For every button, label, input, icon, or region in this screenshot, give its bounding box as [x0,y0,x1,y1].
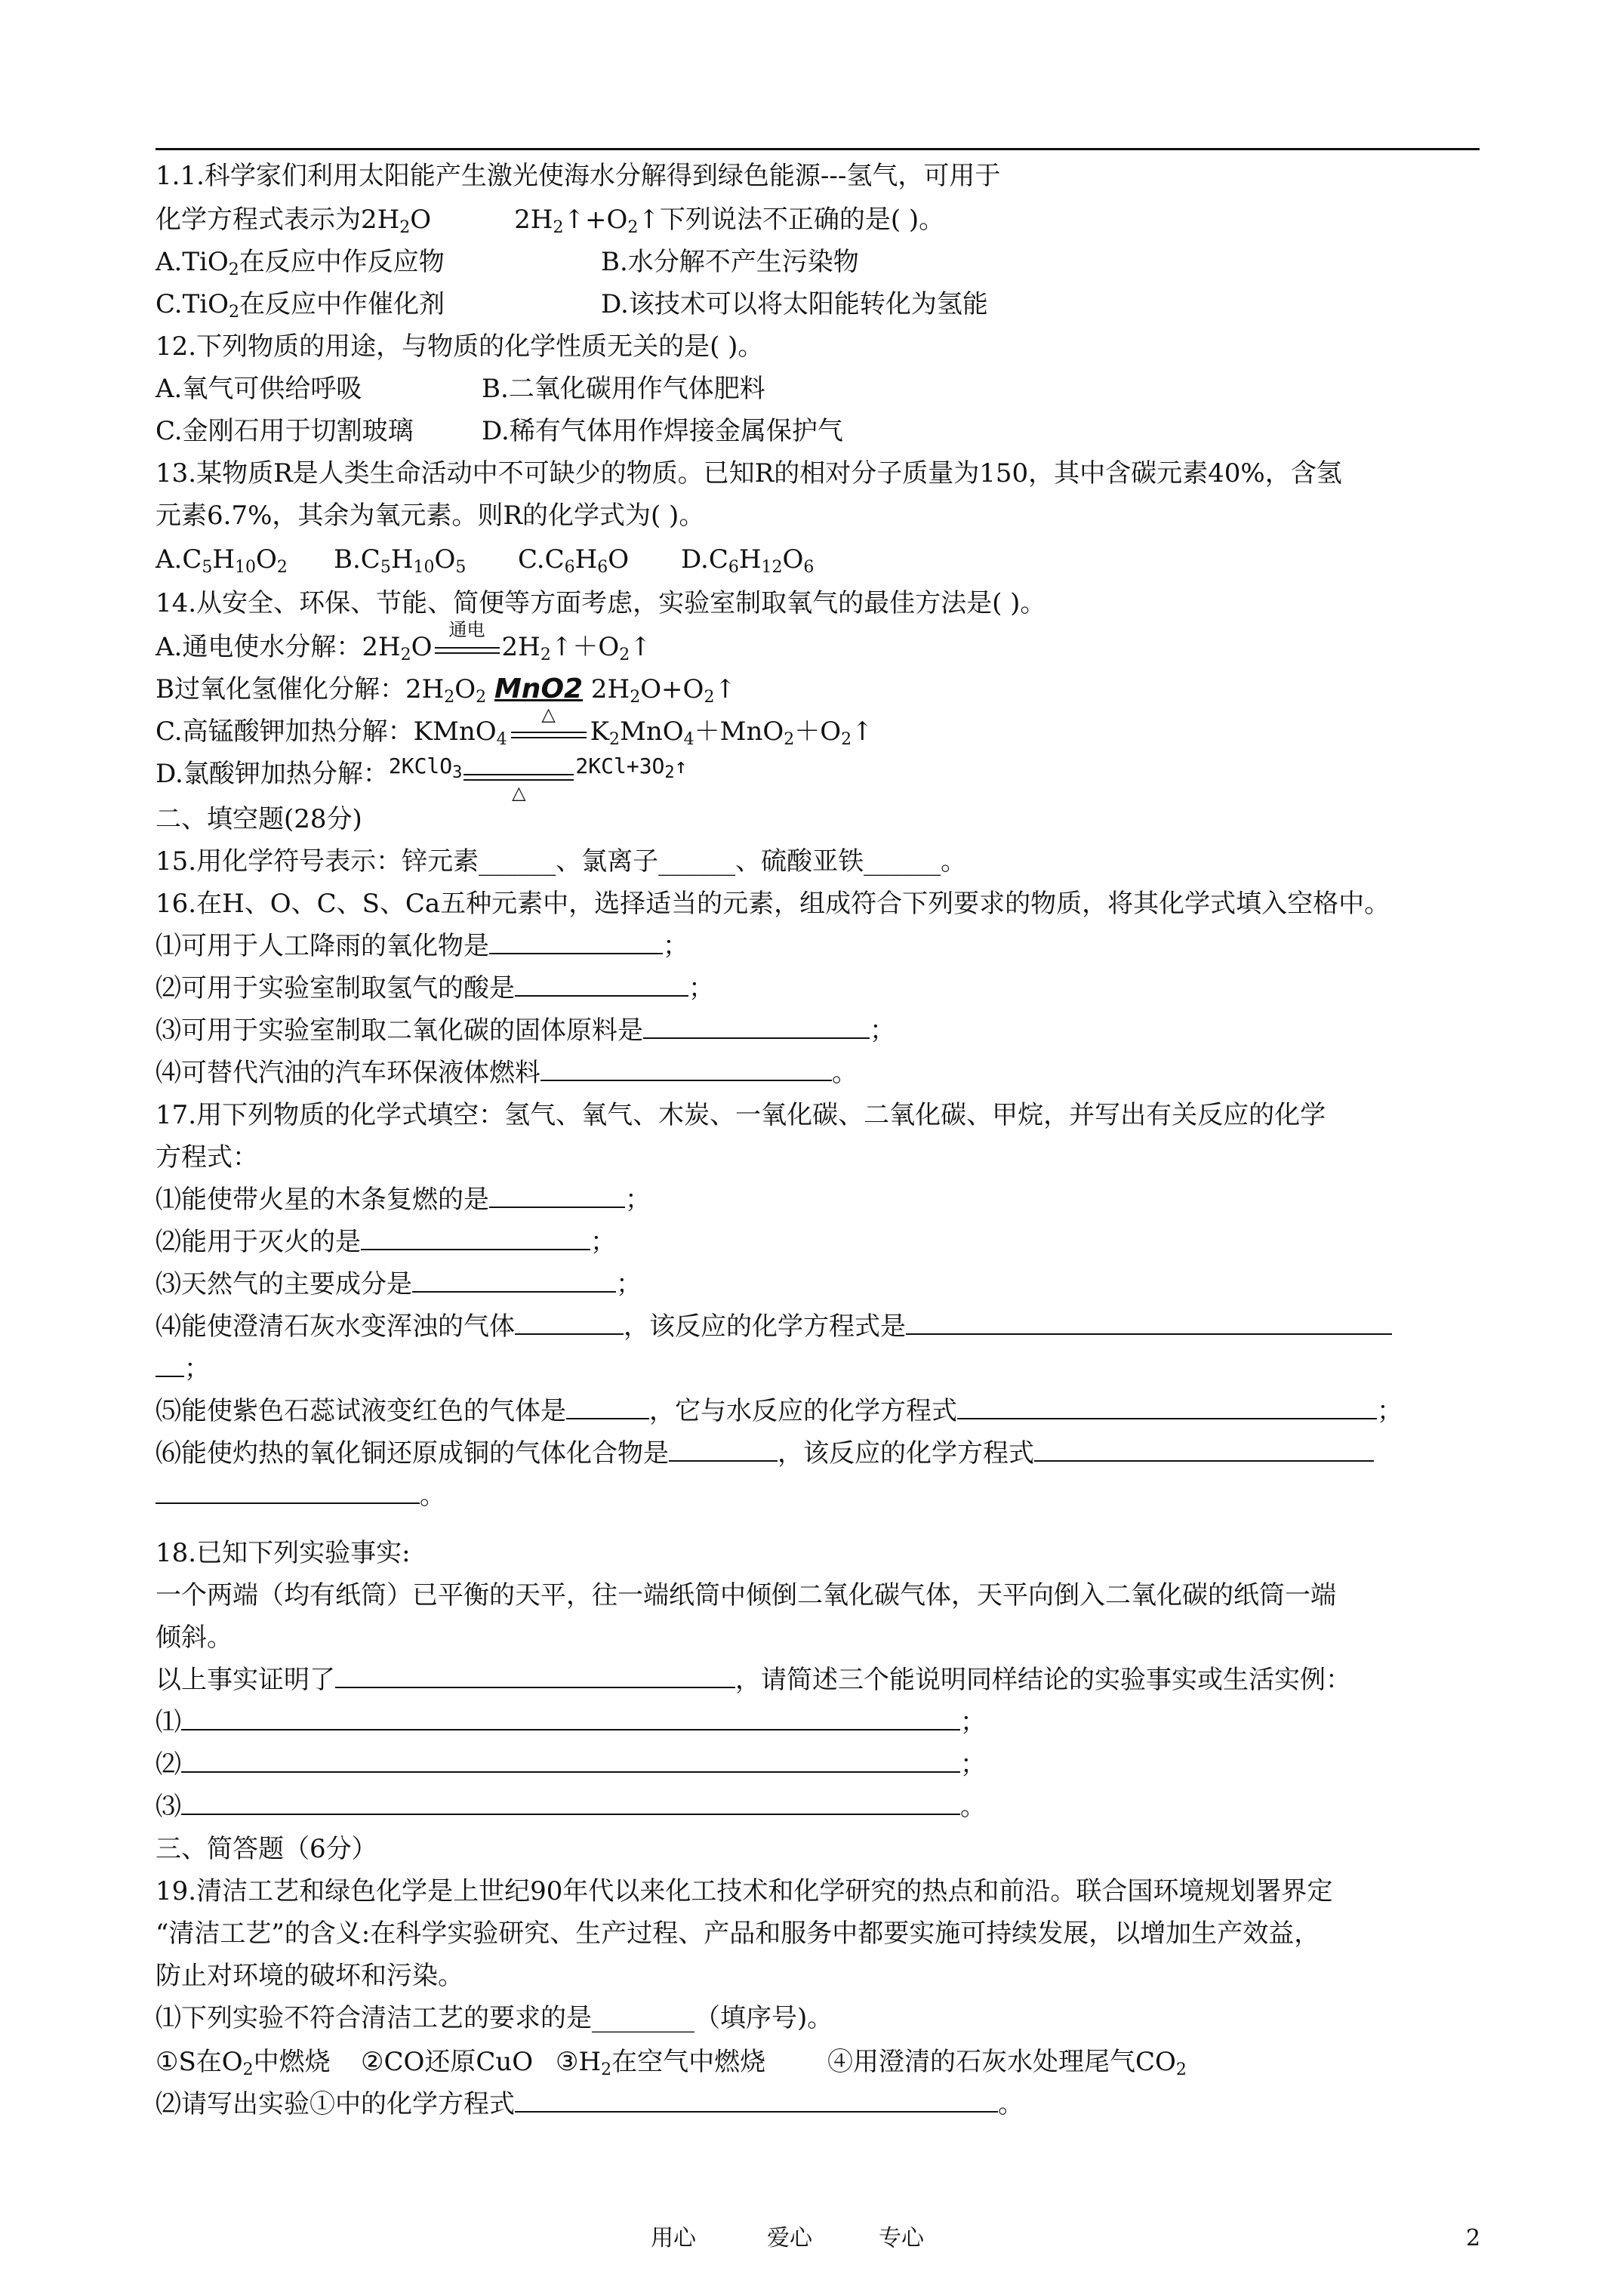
q17-item-6: ⑹能使灼热的氧化铜还原成铜的气体化合物是 ，该反应的化学方程式 [156,1435,1374,1472]
q17-item-5: ⑸能使紫色石蕊试液变红色的气体是 ，它与水反应的化学方程式 ； [156,1392,1403,1430]
q12-options-ab [156,370,765,408]
q11-option-c: C.TiO$_2$在反应中作催化剂 [156,289,445,322]
q17-item-6-cont: 。 [156,1477,445,1515]
q14-option-c-label: C.高锰酸钾加热分解： [156,717,414,747]
footer-text-3: 专心 [879,2225,924,2251]
q18-fact-2: 倾斜。 [156,1623,233,1653]
q19-item-1: ⑴下列实验不符合清洁工艺的要求的是________（填序号)。 [156,2003,833,2033]
q16-blank-2[interactable] [515,969,688,997]
q16-item-4: ⑷可替代汽油的汽车环保液体燃料 。 [156,1054,858,1092]
q11-option-a: A.TiO$_2$在反应中作反应物 [156,247,445,279]
q11-option-b: B.水分解不产生污染物 [601,247,859,277]
q17-item-1: ⑴能使带火星的木条复燃的是 ； [156,1181,651,1219]
q16-item-2: ⑵可用于实验室制取氢气的酸是 ； [156,969,714,1007]
q17-stem-1: 17.用下列物质的化学式填空：氢气、氧气、木炭、一氧化碳、二氧化碳、甲烷，并写出有关反应的化学 [156,1100,1326,1130]
q11-options-ab [156,243,859,281]
q12-option-a: A.氧气可供给呼吸 [156,374,362,404]
q14-option-d-condition: △ [462,757,575,795]
q17-item-3: ⑶天然气的主要成分是 ； [156,1265,642,1303]
q14-option-b-label: B过氧化氢催化分解： [156,674,405,704]
q14-option-b-catalyst: MnO2 [494,673,584,704]
page-number: 2 [1466,2225,1481,2251]
q16-item-1: ⑴可用于人工降雨的氧化物是 ； [156,927,688,965]
q14-option-b: B过氧化氢催化分解：$2H_2O_2$ MnO2 $2H_2O+O_2↑$ [156,673,736,707]
q19-blank-2[interactable] [515,2085,998,2113]
q17-stem-2: 方程式： [156,1142,258,1173]
q12-options-cd [156,412,843,450]
q16-blank-4[interactable] [540,1054,832,1081]
q17-blank-3[interactable] [412,1265,616,1293]
section-3-title: 三、简答题（6分） [156,1834,377,1864]
q11-options-cd [156,285,988,323]
q11-eq-prefix: 化学方程式表示为 [156,205,361,235]
q13-stem-1: 13.某物质R是人类生命活动中不可缺少的物质。已知R的相对分子质量为150，其中含碳元素40%，含氢 [156,458,1342,488]
q18-blank-1[interactable] [181,1703,960,1730]
q16-blank-3[interactable] [643,1012,870,1039]
q18-item-3: ⑶ 。 [156,1788,986,1826]
q13-option-b: $B.C_5H_{10}O_5$ [334,544,467,577]
q17-item-4-cont: ； [156,1350,210,1388]
q17-blank-6b[interactable] [1034,1435,1374,1462]
q14-option-c: C.高锰酸钾加热分解：KMnO$_4$ △ $K_2MnO_4+MnO_2+O_2↑$ [156,713,873,753]
q14-option-c-condition: △ [507,715,590,753]
q17-item-2: ⑵能用于灭火的是 ； [156,1223,616,1261]
q18-stem: 18.已知下列实验事实: [156,1538,411,1568]
q11-stem: 1.1.科学家们利用太阳能产生激光使海水分解得到绿色能源---氢气，可用于 [156,161,1001,191]
q18-item-1: ⑴ ； [156,1703,986,1741]
q19-item-2: ⑵请写出实验①中的化学方程式 。 [156,2085,1024,2123]
q17-blank-4b[interactable] [906,1308,1392,1335]
q17-blank-2[interactable] [361,1223,590,1250]
footer-text-2: 爱心 [767,2225,812,2251]
header-rule [156,148,1480,150]
q17-blank-1[interactable] [489,1181,625,1208]
q16-stem: 16.在H、O、C、S、Ca五种元素中，选择适当的元素，组成符合下列要求的物质，将其化学式填入空格中。 [156,889,1390,919]
q19-stem-3: 防止对环境的破坏和污染。 [156,1961,463,1991]
q14-option-a: A.通电使水分解：$2H_2O$ 通电 $2H_2↑+O_2↑$ [156,628,651,668]
q18-blank-conclusion[interactable] [335,1661,735,1688]
q13-option-d: $D.C_6H_{12}O_6$ [681,544,815,577]
q14-stem: 14.从安全、环保、节能、简便等方面考虑，实验室制取氧气的最佳方法是( )。 [156,588,1046,618]
q12-option-b: B.二氧化碳用作气体肥料 [482,374,765,404]
q12-stem: 12.下列物质的用途，与物质的化学性质无关的是( )。 [156,331,764,362]
footer-text-1: 用心 [651,2225,696,2251]
q19-experiments: ①S在$O_2$中燃烧 ②CO还原CuO $③H_2$在空气中燃烧 ④用澄清的石灰水处理尾气$CO_2$ [156,2047,1187,2079]
q17-item-4: ⑷能使澄清石灰水变浑浊的气体 ，该反应的化学方程式是 [156,1308,1392,1345]
q12-option-c: C.金刚石用于切割玻璃 [156,416,414,446]
q16-item-3: ⑶可用于实验室制取二氧化碳的固体原料是 ； [156,1012,895,1049]
q17-blank-6a[interactable] [669,1435,778,1462]
q17-blank-5b[interactable] [957,1392,1377,1419]
q14-option-d-label: D.氯酸钾加热分解： [156,759,389,789]
q14-option-a-label: A.通电使水分解： [156,632,362,662]
q18-conclusion: 以上事实证明了 ，请简述三个能说明同样结论的实验事实或生活实例： [156,1661,1351,1699]
q19-stem-1: 19.清洁工艺和绿色化学是上世纪90年代以来化工技术和化学研究的热点和前沿。联合国环境规划署界定 [156,1876,1333,1906]
q18-item-2: ⑵ ； [156,1746,986,1783]
q18-blank-2[interactable] [181,1746,960,1773]
q13-options [156,541,814,578]
section-2-title: 二、填空题(28分) [156,804,362,834]
q17-blank-6c[interactable] [156,1477,420,1504]
q17-blank-4a[interactable] [515,1308,624,1335]
q16-blank-1[interactable] [489,927,663,954]
q18-fact-1: 一个两端（均有纸筒）已平衡的天平，往一端纸筒中倾倒二氧化碳气体，天平向倒入二氧化碳的纸筒一端 [156,1580,1336,1610]
q13-option-a: $A.C_5H_{10}O_2$ [156,544,288,577]
q17-blank-5a[interactable] [566,1392,649,1419]
q11-equation-line: 化学方程式表示为$2H_2O$ $2H_2↑+O_2↑$下列说法不正确的是( )。 [156,205,945,237]
q17-blank-4c[interactable] [156,1350,184,1377]
q12-option-d: D.稀有气体用作焊接金属保护气 [482,416,843,446]
q11-option-d: D.该技术可以将太阳能转化为氢能 [601,289,988,319]
q19-stem-2: “清洁工艺”的含义:在科学实验研究、生产过程、产品和服务中都要实施可持续发展，以增加生产效益， [156,1918,1320,1949]
q18-blank-3[interactable] [181,1788,960,1815]
q11-eq-suffix: 下列说法不正确的是( )。 [659,205,945,235]
q14-option-a-condition: 通电 [433,630,502,668]
q14-option-d: D.氯酸钾加热分解：$^{2KClO_3}$ △ $^{2KCl+3O_2↑}$ [156,754,688,803]
q13-stem-2: 元素6.7%，其余为氧元素。则R的化学式为( )。 [156,501,705,531]
q13-option-c: $C.C_6H_6O$ [518,544,630,577]
q15-text: 15.用化学符号表示：锌元素______、氯离子______、硫酸亚铁______。 [156,846,967,877]
